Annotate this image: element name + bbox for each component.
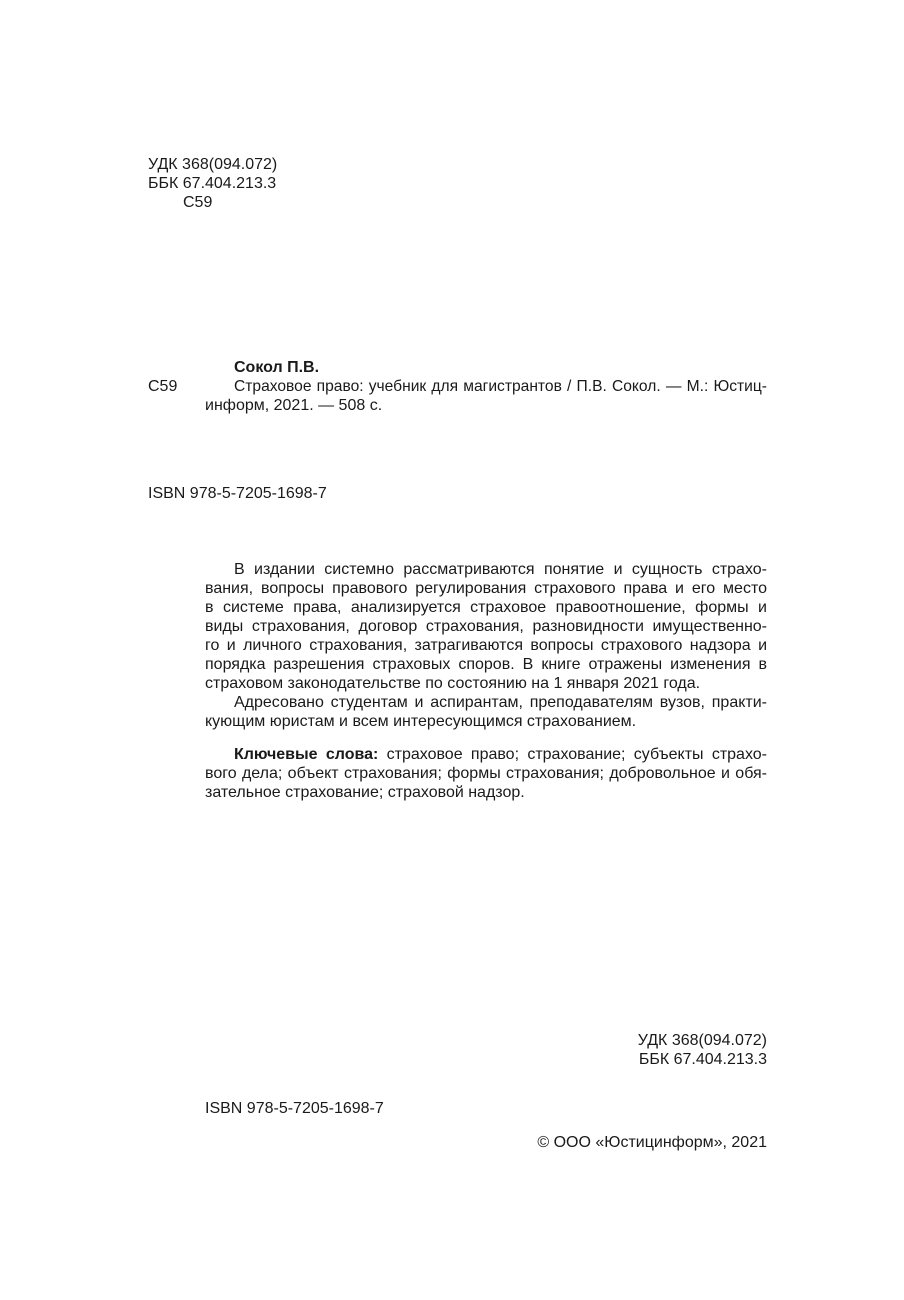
keywords-line-1	[205, 745, 767, 764]
keywords-line-3: зательное страхование; страховой надзор.	[205, 784, 525, 801]
annotation-line: го и личного страхования, затрагиваются вопросы страхового надзора и	[205, 637, 767, 654]
annotation-line: виды страхования, договор страхования, разновидности имущественно-	[205, 618, 767, 635]
annotation-line: вания, вопросы правового регулирования страхового права и его место	[205, 580, 767, 597]
keywords	[205, 745, 767, 802]
annotation-line: порядка разрешения страховых споров. В книге отражены изменения в	[205, 656, 767, 673]
annotation-line: в системе права, анализируется страховое правоотношение, формы и	[205, 599, 767, 616]
udk-code: УДК 368(094.072)	[148, 156, 278, 173]
annotation	[205, 560, 767, 731]
audience-line: Адресовано студентам и аспирантам, преподавателям вузов, практи-	[234, 694, 767, 711]
copyright: © ООО «Юстицинформ», 2021	[537, 1134, 767, 1151]
footer-udk: УДК 368(094.072)	[637, 1032, 767, 1049]
keywords-label: Ключевые слова:	[234, 746, 379, 763]
isbn: ISBN 978-5-7205-1698-7	[148, 485, 327, 502]
footer-isbn: ISBN 978-5-7205-1698-7	[205, 1100, 384, 1117]
keywords-text: страховое право; страхование; субъекты страхо-	[386, 746, 767, 763]
keywords-line-2: вого дела; объект страхования; формы страхования; добровольное и обя-	[205, 765, 767, 782]
bbk-code: ББК 67.404.213.3	[148, 175, 277, 192]
annotation-line: В издании системно рассматриваются понятие и сущность страхо-	[234, 561, 767, 578]
audience-line: кующим юристам и всем интересующимся страхованием.	[205, 713, 637, 730]
record-line-1: Страховое право: учебник для магистрантов / П.В. Сокол. — М.: Юстиц-	[234, 378, 767, 395]
annotation-line: страховом законодательстве по состоянию на 1 января 2021 года.	[205, 675, 701, 692]
record-mark: С59	[148, 378, 178, 395]
record-author: Сокол П.В.	[234, 359, 320, 376]
record-line-2: информ, 2021. — 508 с.	[205, 397, 383, 414]
footer-bbk: ББК 67.404.213.3	[638, 1051, 767, 1068]
author-mark: С59	[183, 194, 213, 211]
